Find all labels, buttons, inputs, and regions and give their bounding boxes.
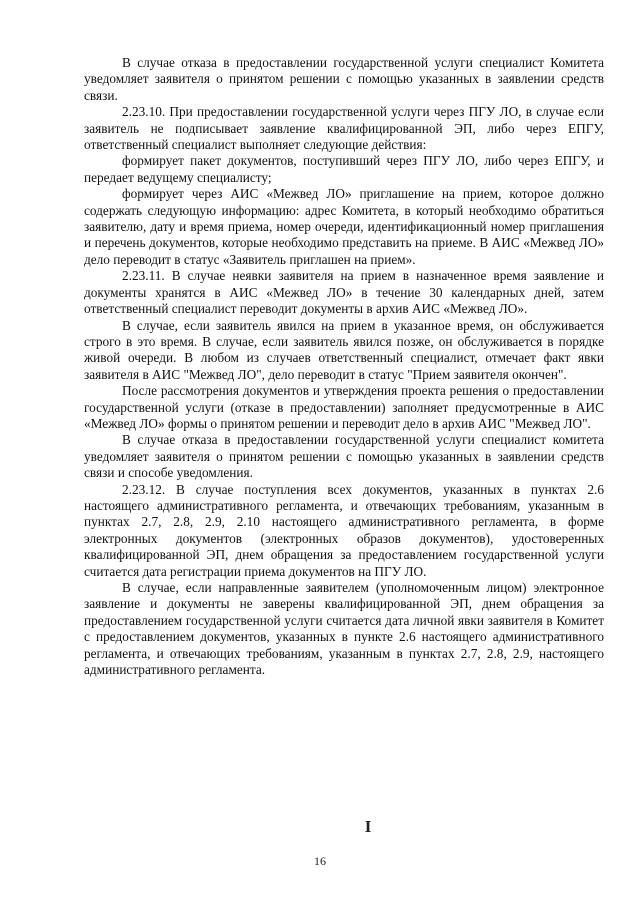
paragraph: В случае, если направленные заявителем (уполномоченным лицом) электронное заявление и документы не заверены квалифицированной ЭП, днем обращения за предоставлением государственной услуги считается дата личной явки заявителя в Комитет с предоставлением документов, указанных в пункте 2.6 настоящего административного регламента, и отвечающих требованиям, указанным в пунктах 2.7, 2.8, 2.9, настоящего административного регламента. xyxy=(84,580,604,678)
paragraph: В случае отказа в предоставлении государственной услуги специалист комитета уведомляет заявителя о принятом решении с помощью указанных в заявлении средств связи и способе уведомления. xyxy=(84,432,604,481)
paragraph: В случае отказа в предоставлении государственной услуги специалист Комитета уведомляет заявителя о принятом решении с помощью указанных в заявлении средств связи. xyxy=(84,55,604,103)
paragraph: 2.23.12. В случае поступления всех документов, указанных в пунктах 2.6 настоящего административного регламента, и отвечающих требованиям, указанным в пунктах 2.7, 2.8, 2.9, 2.10 настоящего административного регламента, в форме электронных документов (электронных образов документов), удостоверенных квалифицированной ЭП, днем обращения за предоставлением государственной услуги считается дата регистрации приема документов на ПГУ ЛО. xyxy=(84,481,604,579)
paragraph: формирует пакет документов, поступивший через ПГУ ЛО, либо через ЕПГУ, и передает ведущему специалисту; xyxy=(84,153,604,185)
margin-mark: I xyxy=(364,817,372,836)
paragraph: формирует через АИС «Межвед ЛО» приглашение на прием, которое должно содержать следующую информацию: адрес Комитета, в который необходимо обратиться заявителю, дату и время приема, номер очереди, идентификационный номер приглашения и перечень документов, которые необходимо представить на приеме. В АИС «Межвед ЛО» дело переводит в статус «Заявитель приглашен на прием». xyxy=(84,186,604,267)
page-number: 16 xyxy=(314,854,326,868)
paragraph: После рассмотрения документов и утверждения проекта решения о предоставлении государственной услуги (отказе в предоставлении) заполняет предусмотренные в АИС «Межвед ЛО» формы о принятом решении и переводит дело в архив АИС "Межвед ЛО". xyxy=(84,383,604,431)
paragraph: 2.23.10. При предоставлении государственной услуги через ПГУ ЛО, в случае если заявитель не подписывает заявление квалифицированной ЭП, либо через ЕПГУ, ответственный специалист выполняет следующие действия: xyxy=(84,104,604,153)
paragraph: 2.23.11. В случае неявки заявителя на прием в назначенное время заявление и документы хранятся в АИС «Межвед ЛО» в течение 30 календарных дней, затем ответственный специалист переводит документы в архив АИС «Межвед ЛО». xyxy=(84,268,604,317)
document-body xyxy=(84,55,604,678)
paragraph: В случае, если заявитель явился на прием в указанное время, он обслуживается строго в это время. В случае, если заявитель явился позже, он обслуживается в порядке живой очереди. В любом из случаев ответственный специалист, отмечает факт явки заявителя в АИС "Межвед ЛО", дело переводит в статус "Прием заявителя окончен". xyxy=(84,317,604,382)
